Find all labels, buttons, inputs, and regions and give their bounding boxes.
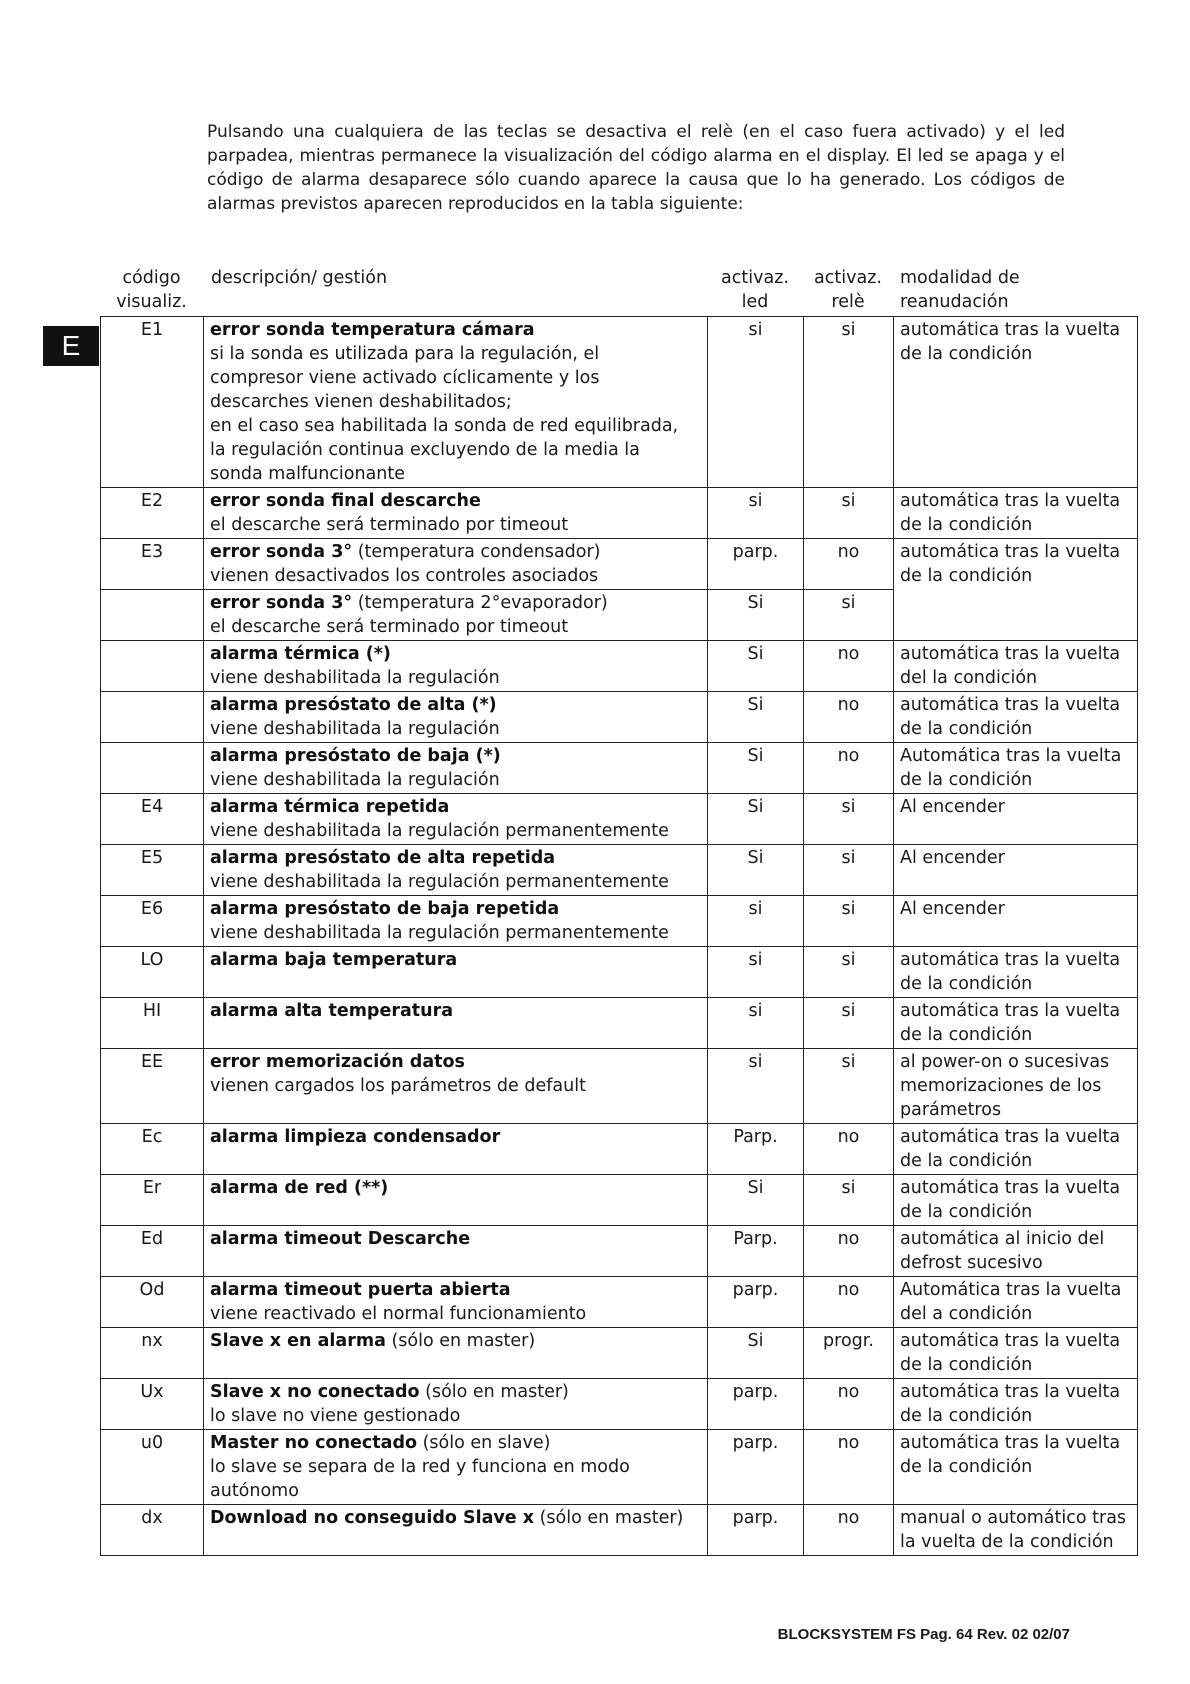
alarm-title-line: [210, 1431, 701, 1455]
alarm-row: [101, 794, 1138, 845]
alarm-description-line: lo slave se separa de la red y funciona en modo autónomo: [210, 1457, 630, 1501]
alarm-title-note: (temperatura 2°evaporador): [352, 593, 608, 613]
alarm-title-line: [210, 948, 701, 972]
alarm-description: [204, 1379, 708, 1430]
alarm-led-activation: parp.: [708, 1430, 804, 1505]
alarm-led-activation: Si: [708, 743, 804, 794]
alarm-row: [101, 896, 1138, 947]
alarm-rele-activation: no: [804, 641, 894, 692]
alarm-description-line: vienen desactivados los controles asociados: [210, 566, 599, 586]
alarm-rele-activation: si: [804, 317, 894, 488]
alarm-codes-table: [100, 316, 1138, 1556]
alarm-title: alarma térmica (*): [210, 644, 391, 664]
alarm-rele-activation: no: [804, 1277, 894, 1328]
header-code: [100, 266, 203, 314]
alarm-title: alarma limpieza condensador: [210, 1127, 501, 1147]
alarm-code: Ed: [101, 1226, 204, 1277]
alarm-rele-activation: no: [804, 1124, 894, 1175]
alarm-led-activation: Parp.: [708, 1124, 804, 1175]
alarm-code: E6: [101, 896, 204, 947]
alarm-code: nx: [101, 1328, 204, 1379]
alarm-rele-activation: no: [804, 539, 894, 590]
header-code-line2: visualiz.: [116, 292, 187, 312]
alarm-title-line: [210, 1380, 701, 1404]
alarm-row: [101, 317, 1138, 488]
alarm-title-line: [210, 897, 701, 921]
alarm-rele-activation: si: [804, 998, 894, 1049]
alarm-description: [204, 1049, 708, 1124]
alarm-rele-activation: no: [804, 1505, 894, 1556]
alarm-description-line: en el caso sea habilitada la sonda de red equilibrada,: [210, 416, 679, 436]
alarm-title: Master no conectado: [210, 1433, 417, 1453]
alarm-resume-mode: manual o automático tras la vuelta de la condición: [894, 1505, 1138, 1556]
alarm-rele-activation: no: [804, 692, 894, 743]
alarm-led-activation: Si: [708, 794, 804, 845]
alarm-title: error memorización datos: [210, 1052, 465, 1072]
alarm-code: [101, 743, 204, 794]
alarm-code: E5: [101, 845, 204, 896]
alarm-title-note: (temperatura condensador): [352, 542, 601, 562]
alarm-rele-activation: si: [804, 947, 894, 998]
alarm-title: Download no conseguido Slave x: [210, 1508, 535, 1528]
alarm-description-line: descarches vienen deshabilitados;: [210, 392, 512, 412]
alarm-description: [204, 743, 708, 794]
alarm-description-line: viene deshabilitada la regulación: [210, 719, 500, 739]
alarm-description: [204, 1505, 708, 1556]
alarm-title: alarma timeout Descarche: [210, 1229, 471, 1249]
alarm-title-line: [210, 846, 701, 870]
alarm-code: dx: [101, 1505, 204, 1556]
header-rele-line1: activaz.: [814, 268, 882, 288]
alarm-resume-mode: Al encender: [894, 896, 1138, 947]
header-modality-line2: reanudación: [900, 292, 1009, 312]
alarm-title-line: [210, 318, 701, 342]
alarm-description: [204, 794, 708, 845]
alarm-led-activation: parp.: [708, 1379, 804, 1430]
alarm-description-line: viene deshabilitada la regulación: [210, 770, 500, 790]
header-led: [707, 266, 803, 314]
alarm-led-activation: Si: [708, 1328, 804, 1379]
alarm-row: [101, 1226, 1138, 1277]
alarm-title-line: [210, 1176, 701, 1200]
alarm-title: alarma de red (**): [210, 1178, 389, 1198]
alarm-led-activation: si: [708, 317, 804, 488]
alarm-title-note: (sólo en slave): [417, 1433, 551, 1453]
alarm-row: [101, 539, 1138, 590]
alarm-title: alarma presóstato de baja repetida: [210, 899, 560, 919]
alarm-title-line: [210, 489, 701, 513]
alarm-led-activation: si: [708, 896, 804, 947]
alarm-row: [101, 1124, 1138, 1175]
alarm-description-line: viene deshabilitada la regulación permanentemente: [210, 923, 669, 943]
alarm-code: Er: [101, 1175, 204, 1226]
alarm-rele-activation: si: [804, 1049, 894, 1124]
alarm-led-activation: parp.: [708, 1277, 804, 1328]
alarm-description: [204, 947, 708, 998]
alarm-description-line: sonda malfuncionante: [210, 464, 406, 484]
alarm-description: [204, 1328, 708, 1379]
alarm-rele-activation: no: [804, 1226, 894, 1277]
alarm-rele-activation: si: [804, 794, 894, 845]
alarm-row: [101, 1430, 1138, 1505]
alarm-description-line: viene deshabilitada la regulación: [210, 668, 500, 688]
alarm-title-line: [210, 1278, 701, 1302]
alarm-resume-mode: automática tras la vuelta de la condición: [894, 1175, 1138, 1226]
header-modality-line1: modalidad de: [900, 268, 1020, 288]
alarm-row: [101, 1505, 1138, 1556]
intro-paragraph: Pulsando una cualquiera de las teclas se desactiva el relè (en el caso fuera activado) y el led parpadea, mientras permanece la visualización del código alarma en el display. El led se apaga y el código de alarma desaparece sólo cuando aparece la causa que lo ha generado. Los códigos de alarmas previstos aparecen reproducidos en la tabla siguiente:: [207, 122, 1065, 214]
alarm-resume-mode: Al encender: [894, 845, 1138, 896]
alarm-code: [101, 692, 204, 743]
alarm-title: Slave x no conectado: [210, 1382, 420, 1402]
alarm-rele-activation: no: [804, 1379, 894, 1430]
alarm-led-activation: Si: [708, 641, 804, 692]
alarm-description-line: lo slave no viene gestionado: [210, 1406, 461, 1426]
alarm-title-line: [210, 693, 701, 717]
alarm-rele-activation: si: [804, 488, 894, 539]
alarm-title: alarma baja temperatura: [210, 950, 458, 970]
alarm-led-activation: Parp.: [708, 1226, 804, 1277]
alarm-title-line: [210, 591, 701, 615]
alarm-title: error sonda final descarche: [210, 491, 481, 511]
alarm-description-line: viene deshabilitada la regulación permanentemente: [210, 821, 669, 841]
alarm-led-activation: parp.: [708, 539, 804, 590]
alarm-led-activation: Si: [708, 692, 804, 743]
alarm-title: alarma timeout puerta abierta: [210, 1280, 511, 1300]
header-led-line2: led: [741, 292, 769, 312]
alarm-resume-mode: automática tras la vuelta de la condición: [894, 1430, 1138, 1505]
alarm-title: error sonda temperatura cámara: [210, 320, 535, 340]
alarm-resume-mode: automática tras la vuelta del la condición: [894, 641, 1138, 692]
alarm-title: alarma alta temperatura: [210, 1001, 454, 1021]
alarm-row: [101, 1277, 1138, 1328]
alarm-description: [204, 998, 708, 1049]
alarm-title-note: (sólo en master): [385, 1331, 536, 1351]
alarm-title-line: [210, 642, 701, 666]
alarm-table-body: [101, 317, 1138, 1556]
alarm-row: [101, 488, 1138, 539]
alarm-code: EE: [101, 1049, 204, 1124]
alarm-resume-mode: automática tras la vuelta de la condición: [894, 1379, 1138, 1430]
alarm-rele-activation: si: [804, 1175, 894, 1226]
alarm-title: error sonda 3°: [210, 593, 353, 613]
alarm-title-line: [210, 1125, 701, 1149]
alarm-row: [101, 947, 1138, 998]
alarm-code: E4: [101, 794, 204, 845]
alarm-rele-activation: si: [804, 845, 894, 896]
alarm-code: [101, 641, 204, 692]
alarm-row: [101, 1328, 1138, 1379]
alarm-description: [204, 1124, 708, 1175]
alarm-resume-mode: automática tras la vuelta de la condición: [894, 1124, 1138, 1175]
alarm-rele-activation: si: [804, 896, 894, 947]
alarm-title: alarma presóstato de alta (*): [210, 695, 497, 715]
alarm-title: alarma presóstato de alta repetida: [210, 848, 556, 868]
alarm-row: [101, 743, 1138, 794]
alarm-row: [101, 1175, 1138, 1226]
alarm-resume-mode: Al encender: [894, 794, 1138, 845]
alarm-title-line: [210, 1329, 701, 1353]
header-led-line1: activaz.: [721, 268, 789, 288]
alarm-resume-mode: automática tras la vuelta de la condición: [894, 1328, 1138, 1379]
alarm-row: [101, 692, 1138, 743]
page-footer: BLOCKSYSTEM FS Pag. 64 Rev. 02 02/07: [777, 1626, 1070, 1643]
alarm-resume-mode: Automática tras la vuelta del a condición: [894, 1277, 1138, 1328]
header-rele: [803, 266, 893, 314]
alarm-title-line: [210, 999, 701, 1023]
alarm-title-line: [210, 1050, 701, 1074]
alarm-led-activation: si: [708, 998, 804, 1049]
alarm-code: Ux: [101, 1379, 204, 1430]
alarm-resume-mode: automática tras la vuelta de la condición: [894, 488, 1138, 539]
alarm-led-activation: Si: [708, 845, 804, 896]
alarm-rele-activation: si: [804, 590, 894, 641]
alarm-code: u0: [101, 1430, 204, 1505]
alarm-code: Ec: [101, 1124, 204, 1175]
alarm-description: [204, 845, 708, 896]
alarm-code: E1: [101, 317, 204, 488]
alarm-title-note: (sólo en master): [534, 1508, 684, 1528]
alarm-description: [204, 317, 708, 488]
alarm-code: E3: [101, 539, 204, 590]
alarm-description: [204, 692, 708, 743]
alarm-led-activation: Si: [708, 590, 804, 641]
alarm-description: [204, 641, 708, 692]
alarm-description: [204, 896, 708, 947]
alarm-code: LO: [101, 947, 204, 998]
alarm-description-line: viene reactivado el normal funcionamiento: [210, 1304, 587, 1324]
alarm-description: [204, 590, 708, 641]
alarm-description: [204, 1277, 708, 1328]
alarm-title-note: (sólo en master): [419, 1382, 569, 1402]
header-code-line1: código: [122, 268, 181, 288]
alarm-row: [101, 1049, 1138, 1124]
alarm-description-line: compresor viene activado cíclicamente y los: [210, 368, 600, 388]
alarm-description: [204, 1175, 708, 1226]
alarm-title: error sonda 3°: [210, 542, 353, 562]
alarm-code: [101, 590, 204, 641]
header-description: descripción/ gestión: [211, 268, 388, 288]
alarm-description-line: el descarche será terminado por timeout: [210, 515, 569, 535]
alarm-description-line: viene deshabilitada la regulación permanentemente: [210, 872, 669, 892]
alarm-description: [204, 1430, 708, 1505]
alarm-resume-mode: automática tras la vuelta de la condición: [894, 539, 1138, 641]
alarm-led-activation: si: [708, 488, 804, 539]
alarm-title-line: [210, 1506, 701, 1530]
header-rele-line2: relè: [831, 292, 865, 312]
alarm-code: HI: [101, 998, 204, 1049]
section-tab-e: E: [43, 326, 99, 366]
alarm-resume-mode: automática al inicio del defrost sucesivo: [894, 1226, 1138, 1277]
alarm-resume-mode: automática tras la vuelta de la condición: [894, 692, 1138, 743]
alarm-row: [101, 845, 1138, 896]
alarm-title: Slave x en alarma: [210, 1331, 386, 1351]
alarm-title: alarma presóstato de baja (*): [210, 746, 501, 766]
alarm-led-activation: parp.: [708, 1505, 804, 1556]
alarm-rele-activation: progr.: [804, 1328, 894, 1379]
alarm-description-line: si la sonda es utilizada para la regulación, el: [210, 344, 600, 364]
alarm-rele-activation: no: [804, 1430, 894, 1505]
alarm-row: [101, 641, 1138, 692]
alarm-title-line: [210, 744, 701, 768]
alarm-title-line: [210, 540, 701, 564]
alarm-row: [101, 998, 1138, 1049]
alarm-title-line: [210, 1227, 701, 1251]
alarm-code: E2: [101, 488, 204, 539]
alarm-led-activation: si: [708, 1049, 804, 1124]
alarm-resume-mode: automática tras la vuelta de la condición: [894, 317, 1138, 488]
alarm-code: Od: [101, 1277, 204, 1328]
alarm-row: [101, 1379, 1138, 1430]
alarm-description: [204, 488, 708, 539]
alarm-resume-mode: al power-on o sucesivas memorizaciones de los parámetros: [894, 1049, 1138, 1124]
alarm-resume-mode: automática tras la vuelta de la condición: [894, 947, 1138, 998]
alarm-description: [204, 539, 708, 590]
alarm-led-activation: si: [708, 947, 804, 998]
header-modality: [900, 266, 1140, 314]
alarm-description-line: el descarche será terminado por timeout: [210, 617, 569, 637]
alarm-rele-activation: no: [804, 743, 894, 794]
alarm-title: alarma térmica repetida: [210, 797, 450, 817]
alarm-resume-mode: automática tras la vuelta de la condición: [894, 998, 1138, 1049]
alarm-led-activation: Si: [708, 1175, 804, 1226]
alarm-description-line: vienen cargados los parámetros de default: [210, 1076, 586, 1096]
alarm-title-line: [210, 795, 701, 819]
alarm-description-line: la regulación continua excluyendo de la media la: [210, 440, 640, 460]
alarm-description: [204, 1226, 708, 1277]
alarm-resume-mode: Automática tras la vuelta de la condición: [894, 743, 1138, 794]
